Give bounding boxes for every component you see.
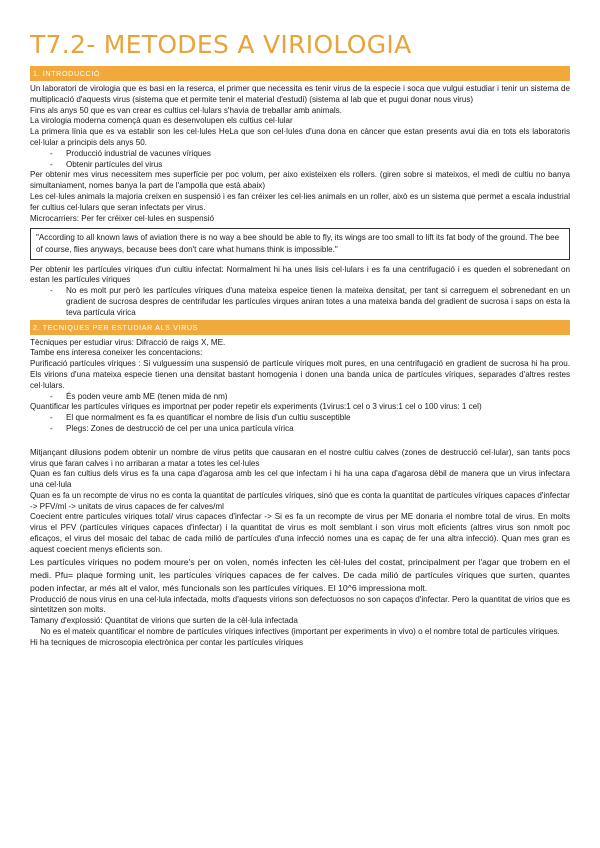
bullet-list	[30, 392, 570, 403]
bullet-list	[30, 149, 570, 171]
section-heading-introduccio: 1. INTRODUCCIÓ	[30, 66, 570, 81]
paragraph: Tècniques per estudiar virus: Difracció de raigs X, ME.	[30, 337, 226, 347]
spacer	[30, 435, 570, 448]
paragraph: Producció de nous virus en una cel·lula infectada, molts d'aquests virions son defectuosos no son capaços d'infectar. Pero la quantitat de virios que es sintetitzen son molts.	[30, 594, 570, 615]
paragraph: Quantificar les partícules víriques es importnat per poder repetir els experiments (1virus:1 cel o 3 virus:1 cel o 100 virus: 1 cel)	[30, 402, 482, 412]
list-item: - Plegs: Zones de destrucció de cel per una unica partícula vírica	[50, 424, 570, 435]
paragraph: Hi ha tecniques de microscopia electrònica per contar les partícules víriques	[30, 637, 304, 647]
document-page	[30, 30, 570, 649]
paragraph: La primera línia que es va establir son les cel·lules HeLa que son cel·lules d'una dona en càncer que estan presents avui dia en tots els laboratoris cel·lular a principis dels anys 50.	[30, 127, 570, 147]
paragraph: Per obtenir mes virus necessitem mes superfície per poc volum, per aixo existeixen els rollers. (giren sobre si mateixos, el medi de cultiu no banya simultaniament, nomes banya la part de l'ampolla que està abaix)	[30, 170, 570, 191]
paragraph: Mitjançant dilusions podem obtenir un nombre de virus petits que causaran en el nostre cultiu calves (zones de destrucció cel·lular), san tants pocs virus que faran calves i no arribaran a matar a totes les cel·lules	[30, 447, 570, 468]
list-item: - Obtenir partícules del virus	[50, 160, 570, 171]
list-item: - Producció industrial de vacunes víriques	[50, 149, 570, 160]
paragraph: Purificació partícules víriques : Si vulguessim una suspensió de partícule víriques molt pures, en una centrifugació en gradient de sucrosa hi ha prou. Els virions d'una mateixa especie tienen una densitat bastant homogenia i donen una banda unica de partícules víriques, separades d'altres restes cel·lulars.	[30, 359, 570, 390]
paragraph: No es el mateix quantificar el nombre de partícules víriques infectives (important per experiments in vivo) o el nombre total de partícules víriques.	[40, 627, 560, 637]
list-item: - El que normalment es fa es quantificar el nombre de lisis d'un cultiu susceptible	[50, 413, 570, 424]
paragraph: Coecient entre partícules víriques total/ virus capaces d'infectar -> Si es fa un recompte de virus per ME donaria el nombre total de virus. En molts virus el PFV (partícules víriques capaces d'infectar) i la quantitat de virus es molt semblant i son virus molt eficients (altres virus son nmolt poc eficaços, el virus del mosaic del tabac de cada milió de partícules d'una infecció nomes una es capaç de fer una altra infecció). Quan mes gran es aquest coecient menys eficients son.	[30, 512, 570, 554]
paragraph: Les cel·lules animals la majoria creixen en suspensió i es fan créixer les cel·lies animals en un roller, això es un sistema que permet a escala industrial fer cultius cel·lulars que seran infectats per virus.	[30, 191, 570, 212]
paragraph: Microcarriers: Per fer créixer cel·lules en suspensió	[30, 213, 214, 223]
paragraph: Per obtenir les partícules víriques d'un cultiu infectat: Normalment hi ha unes lisis cel·lulars i es fa una centrifugació i es queden el sobrenedant on estan les partícules víriques	[30, 264, 570, 285]
section-heading-tecniques: 2. TECNIQUES PER ESTUDIAR ALS VIRUS	[30, 320, 570, 335]
bullet-list	[30, 413, 570, 435]
bullet-list	[30, 286, 570, 318]
paragraph: Tamany d'explossió: Quantitat de virions que surten de la cèl·lula infectada	[30, 616, 298, 626]
paragraph: Fins als anys 50 que es van crear es cultius cel·lulars s'havia de treballar amb animals.	[30, 105, 342, 115]
paragraph: Quan es fan cultius dels virus es fa una capa d'agarosa amb les cel que infectam i hi ha una capa d'agarosa dèbil de manera que un virus infectara una cel·lula	[30, 469, 570, 490]
paragraph: La virologia moderna començà quan es desenvolupen els cultius cel·lular	[30, 116, 293, 126]
paragraph: Un laboratori de virologia que es basi en la reserca, el primer que necessita es tenir virus de la especie i soca que vulgui estudiar i tenir un sistema de multiplicació d'aquests virus (sistema que et permite tenir el material d'estudi) (sistema al lab que et pugui donar nous virus)	[30, 84, 570, 104]
list-item: - No es molt pur però les partícules víriques d'una mateixa espeice tienen la mateixa densitat, per tant si carreguem el sobrenedant en un gradient de sucrosa despres de centrifudar les partícules virques aniran totes a una mateixa banda del gradient de sucrosa i saps on esta la teva partícula virica	[50, 286, 570, 318]
paragraph: Quan es fa un recompte de virus no es conta la quantitat de partícules víriques, sinó que es conta la quantitat de partícules víriques capaces d'infectar -> PFV/ml -> unitats de virus capaces de fer calves/ml	[30, 490, 570, 511]
quote-box: "According to all known laws of aviation there is no way a bee should be able to fly, its wings are too small to lift its fat body of the ground. The bee of course, flies anyways, because bees don't care what humans think is impossible."	[30, 228, 570, 259]
paragraph: Les partícules víriques no podem moure's per on volen, només infecten les cèl·lules del costat, principalment per l'agar que trobem en el medi. Pfu= plaque forming unit, les partícules víriques capaces de fer calves. De cada milió de partícules víriques que surten, quantes poden infectar, ar més alt el valor, més funcionals son les partícules víriques. El 10^6 impressiona molt.	[30, 556, 570, 593]
page-title: T7.2- METODES A VIRIOLOGIA	[30, 30, 412, 59]
paragraph: Tambe ens interesa coneixer les concentacions:	[30, 348, 203, 358]
list-item: - És poden veure amb ME (tenen mida de nm)	[50, 392, 570, 403]
